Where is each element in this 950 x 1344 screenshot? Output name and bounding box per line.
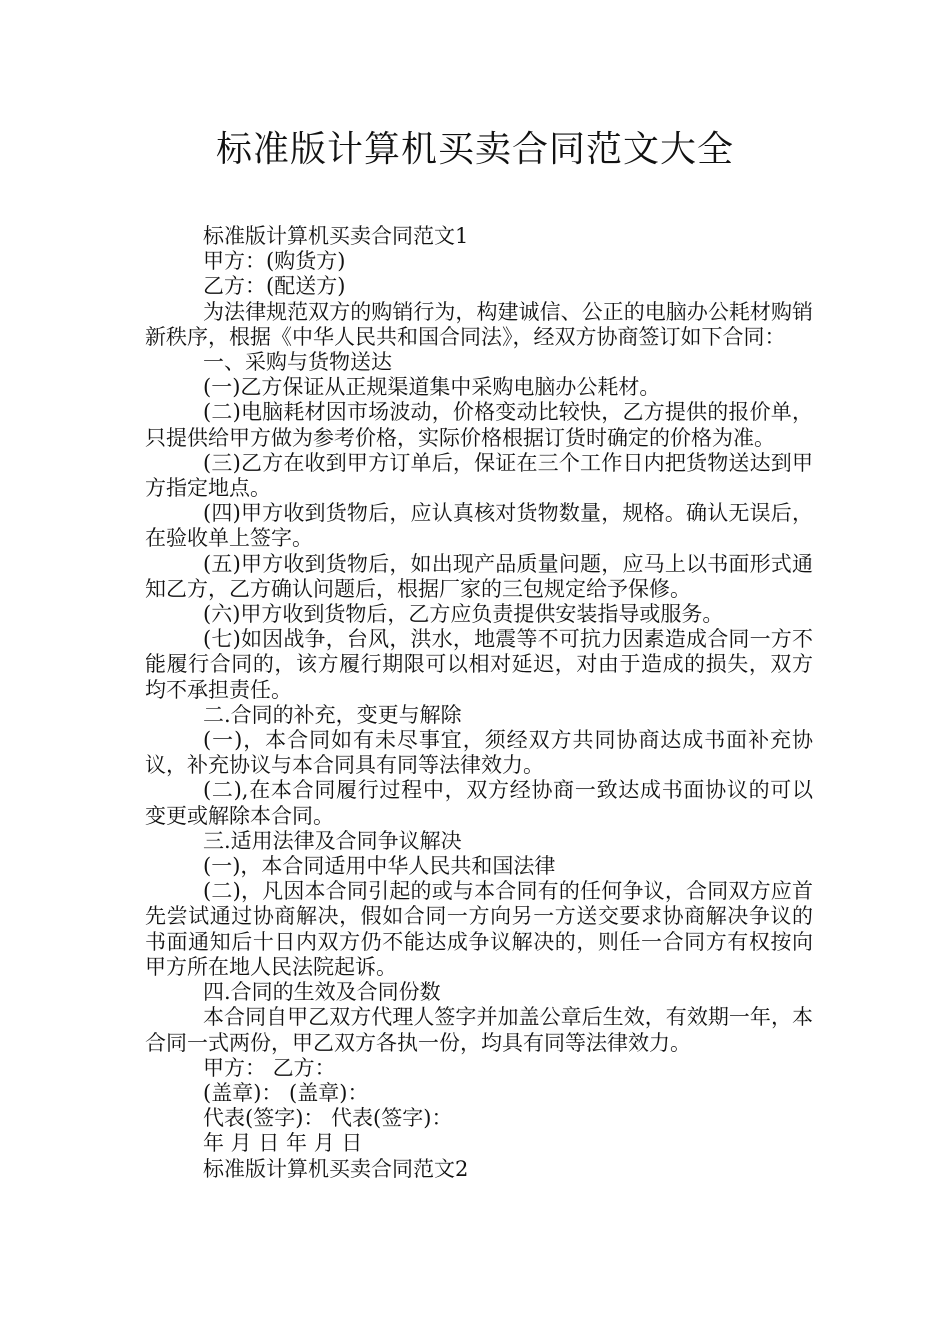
clause-1-item-2: (二)电脑耗材因市场波动，价格变动比较快，乙方提供的报价单，只提供给甲方做为参考价格，实际价格根据订货时确定的价格为准。 [145, 400, 813, 450]
clause-1-item-7: (七)如因战争，台风，洪水，地震等不可抗力因素造成合同一方不能履行合同的，该方履行期限可以相对延迟，对由于造成的损失，双方均不承担责任。 [145, 627, 813, 702]
party-a-line: 甲方：(购货方) [203, 249, 346, 274]
section-heading-sample-2: 标准版计算机买卖合同范文2 [203, 1156, 469, 1181]
section-heading-sample-1: 标准版计算机买卖合同范文1 [203, 224, 469, 248]
document-title: 标准版计算机买卖合同范文大全 [215, 129, 734, 170]
clause-1-item-3: (三)乙方在收到甲方订单后，保证在三个工作日内把货物送达到甲方指定地点。 [145, 450, 813, 501]
clause-3-item-2: (二)，凡因本合同引起的或与本合同有的任何争议，合同双方应首先尝试通过协商解决，假如合同一方向另一方送交要求协商解决争议的书面通知后十日内双方仍不能达成争议解决的，则任一合同方有权按向甲方所在地人民法院起诉。 [145, 879, 813, 979]
clause-heading-1: 一、采购与货物送达 [203, 350, 392, 375]
clause-heading-4: 四.合同的生效及合同份数 [203, 980, 441, 1005]
clause-1-item-6: (六)甲方收到货物后，乙方应负责提供安装指导或服务。 [203, 602, 724, 627]
preamble-paragraph: 为法律规范双方的购销行为，构建诚信、公正的电脑办公耗材购销新秩序，根据《中华人民共和国合同法》，经双方协商签订如下合同： [145, 299, 813, 349]
clause-2-item-2: (二),在本合同履行过程中，双方经协商一致达成书面协议的可以变更或解除本合同。 [145, 778, 813, 828]
document-body [145, 224, 813, 1182]
signature-date-line: 年 月 日 年 月 日 [203, 1131, 363, 1156]
signature-party-line: 甲方： 乙方： [203, 1055, 336, 1080]
signature-representative-line: 代表(签字)： 代表(签字)： [203, 1106, 453, 1131]
clause-2-item-1: (一)，本合同如有未尽事宜，须经双方共同协商达成书面补充协议，补充协议与本合同具有同等法律效力。 [145, 728, 813, 778]
clause-3-item-1: (一)，本合同适用中华人民共和国法律 [203, 854, 556, 879]
clause-heading-3: 三.适用法律及合同争议解决 [203, 828, 462, 853]
clause-4-text: 本合同自甲乙双方代理人签字并加盖公章后生效，有效期一年，本合同一式两份，甲乙双方各执一份，均具有同等法律效力。 [145, 1005, 813, 1055]
clause-1-item-1: (一)乙方保证从正规渠道集中采购电脑办公耗材。 [203, 375, 661, 400]
clause-heading-2: 二.合同的补充，变更与解除 [203, 702, 462, 727]
clause-1-item-5: (五)甲方收到货物后，如出现产品质量问题，应马上以书面形式通知乙方，乙方确认问题后，根据厂家的三包规定给予保修。 [145, 551, 813, 601]
clause-1-item-4: (四)甲方收到货物后，应认真核对货物数量，规格。确认无误后，在验收单上签字。 [145, 501, 813, 551]
party-b-line: 乙方：(配送方) [203, 274, 346, 299]
signature-seal-line: (盖章)： (盖章)： [203, 1080, 369, 1105]
